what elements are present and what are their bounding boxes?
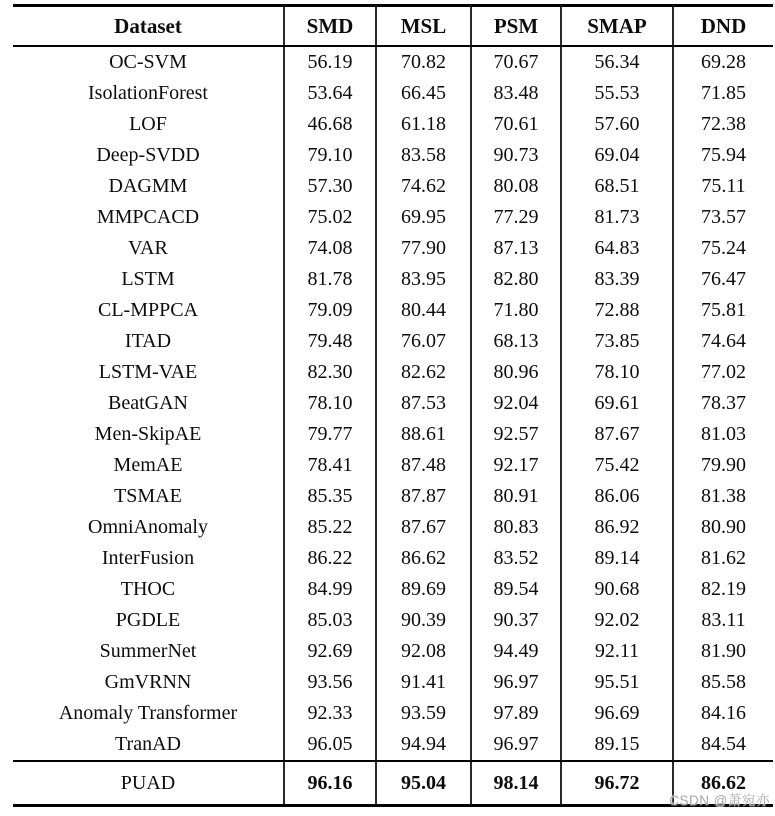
metric-value: 78.41 [283, 450, 375, 481]
metric-value: 93.56 [283, 667, 375, 698]
table-row [0, 357, 775, 388]
metric-value: 92.02 [560, 605, 672, 636]
metric-value: 81.90 [672, 636, 773, 667]
table-row [0, 78, 775, 109]
metric-value: 85.03 [283, 605, 375, 636]
metric-value: 76.07 [375, 326, 470, 357]
table-row [0, 605, 775, 636]
metric-value: 89.54 [470, 574, 560, 605]
metric-value: 71.80 [470, 295, 560, 326]
metric-value: 94.49 [470, 636, 560, 667]
metric-value: 70.67 [470, 47, 560, 78]
metric-value: 92.04 [470, 388, 560, 419]
metric-value: 87.13 [470, 233, 560, 264]
metric-value: 80.83 [470, 512, 560, 543]
metric-value: 81.62 [672, 543, 773, 574]
metric-value: 69.04 [560, 140, 672, 171]
metric-value: 89.14 [560, 543, 672, 574]
metric-value: 56.19 [283, 47, 375, 78]
metric-value: 83.52 [470, 543, 560, 574]
method-name: PUAD [120, 772, 176, 794]
metric-value: 92.17 [470, 450, 560, 481]
metric-value: 82.19 [672, 574, 773, 605]
metric-value: 86.62 [375, 543, 470, 574]
metric-value: 90.68 [560, 574, 672, 605]
metric-value: 68.51 [560, 171, 672, 202]
method-name: VAR [128, 237, 168, 259]
bottom-rule [13, 804, 773, 807]
method-name: Deep-SVDD [96, 144, 200, 166]
column-header-dnd: DND [672, 7, 773, 45]
metric-value: 80.08 [470, 171, 560, 202]
table-row [0, 543, 775, 574]
metric-value: 53.64 [283, 78, 375, 109]
metric-value: 77.29 [470, 202, 560, 233]
metric-value: 96.97 [470, 729, 560, 760]
metric-value: 79.09 [283, 295, 375, 326]
metric-value: 69.61 [560, 388, 672, 419]
metric-value: 83.48 [470, 78, 560, 109]
metric-value: 86.06 [560, 481, 672, 512]
table-row [0, 481, 775, 512]
metric-value: 55.53 [560, 78, 672, 109]
metric-value: 80.90 [672, 512, 773, 543]
metric-value: 92.57 [470, 419, 560, 450]
table-row [0, 326, 775, 357]
metric-value: 68.13 [470, 326, 560, 357]
method-name: BeatGAN [108, 392, 188, 414]
metric-value: 82.80 [470, 264, 560, 295]
method-name: OmniAnomaly [88, 516, 208, 538]
table-row [0, 140, 775, 171]
table-row [0, 419, 775, 450]
metric-value: 85.22 [283, 512, 375, 543]
metric-value: 77.02 [672, 357, 773, 388]
metric-value: 83.58 [375, 140, 470, 171]
metric-value: 81.78 [283, 264, 375, 295]
metric-value: 87.87 [375, 481, 470, 512]
metric-value: 87.48 [375, 450, 470, 481]
method-name: DAGMM [108, 175, 188, 197]
footer-row [0, 762, 775, 804]
metric-value: 66.45 [375, 78, 470, 109]
metric-value: 75.24 [672, 233, 773, 264]
method-name: InterFusion [101, 547, 195, 569]
metric-value: 98.14 [470, 762, 560, 804]
metric-value: 96.05 [283, 729, 375, 760]
metric-value: 75.11 [672, 171, 773, 202]
table-row [0, 388, 775, 419]
table-row [0, 729, 775, 760]
method-name: MemAE [113, 454, 183, 476]
metric-value: 96.69 [560, 698, 672, 729]
column-header-smd: SMD [283, 7, 375, 45]
table-row [0, 636, 775, 667]
metric-value: 82.62 [375, 357, 470, 388]
method-name: Anomaly Transformer [58, 702, 238, 724]
metric-value: 83.95 [375, 264, 470, 295]
metric-value: 75.81 [672, 295, 773, 326]
table-row [0, 574, 775, 605]
method-name: GmVRNN [104, 671, 192, 693]
metric-value: 73.57 [672, 202, 773, 233]
metric-value: 57.30 [283, 171, 375, 202]
metric-value: 97.89 [470, 698, 560, 729]
metric-value: 75.42 [560, 450, 672, 481]
metric-value: 56.34 [560, 47, 672, 78]
table-row [0, 512, 775, 543]
metric-value: 81.03 [672, 419, 773, 450]
table-row [0, 295, 775, 326]
metric-value: 90.73 [470, 140, 560, 171]
table-row [0, 264, 775, 295]
metric-value: 92.11 [560, 636, 672, 667]
method-name: Men-SkipAE [94, 423, 202, 445]
table-row [0, 233, 775, 264]
metric-value: 79.10 [283, 140, 375, 171]
method-name: ITAD [124, 330, 172, 352]
table-row [0, 109, 775, 140]
metric-value: 80.96 [470, 357, 560, 388]
method-name: PGDLE [115, 609, 181, 631]
column-header-dataset: Dataset [114, 14, 182, 38]
metric-value: 89.69 [375, 574, 470, 605]
table-row [0, 667, 775, 698]
metric-value: 70.61 [470, 109, 560, 140]
metric-value: 86.62 [672, 762, 773, 804]
metric-value: 79.48 [283, 326, 375, 357]
metric-value: 80.44 [375, 295, 470, 326]
method-name: LSTM [121, 268, 175, 290]
method-name: CL-MPPCA [97, 299, 199, 321]
metric-value: 78.10 [283, 388, 375, 419]
metric-value: 86.22 [283, 543, 375, 574]
metric-value: 92.08 [375, 636, 470, 667]
method-name: LSTM-VAE [98, 361, 198, 383]
metric-value: 87.53 [375, 388, 470, 419]
metric-value: 75.94 [672, 140, 773, 171]
table-row [0, 202, 775, 233]
metric-value: 74.08 [283, 233, 375, 264]
metric-value: 82.30 [283, 357, 375, 388]
metric-value: 95.04 [375, 762, 470, 804]
metric-value: 91.41 [375, 667, 470, 698]
metric-value: 69.95 [375, 202, 470, 233]
column-header-psm: PSM [470, 7, 560, 45]
metric-value: 71.85 [672, 78, 773, 109]
table-row [0, 450, 775, 481]
header-row [0, 7, 775, 45]
metric-value: 80.91 [470, 481, 560, 512]
metric-value: 81.73 [560, 202, 672, 233]
method-name: MMPCACD [96, 206, 200, 228]
method-name: THOC [120, 578, 176, 600]
metric-value: 94.94 [375, 729, 470, 760]
metric-value: 88.61 [375, 419, 470, 450]
metric-value: 84.16 [672, 698, 773, 729]
metric-value: 64.83 [560, 233, 672, 264]
metric-value: 96.97 [470, 667, 560, 698]
method-name: TranAD [115, 733, 181, 755]
method-name: IsolationForest [88, 82, 208, 104]
metric-value: 79.90 [672, 450, 773, 481]
column-header-msl: MSL [375, 7, 470, 45]
metric-value: 85.58 [672, 667, 773, 698]
table-row [0, 698, 775, 729]
method-name: OC-SVM [109, 51, 187, 73]
metric-value: 57.60 [560, 109, 672, 140]
metric-value: 96.16 [283, 762, 375, 804]
metric-value: 69.28 [672, 47, 773, 78]
metric-value: 83.11 [672, 605, 773, 636]
method-name: TSMAE [114, 485, 182, 507]
metric-value: 78.37 [672, 388, 773, 419]
metric-value: 84.99 [283, 574, 375, 605]
metric-value: 84.54 [672, 729, 773, 760]
metric-value: 74.64 [672, 326, 773, 357]
metric-value: 76.47 [672, 264, 773, 295]
metric-value: 96.72 [560, 762, 672, 804]
metric-value: 90.39 [375, 605, 470, 636]
metric-value: 75.02 [283, 202, 375, 233]
metric-value: 85.35 [283, 481, 375, 512]
metric-value: 86.92 [560, 512, 672, 543]
table-row [0, 47, 775, 78]
metric-value: 72.88 [560, 295, 672, 326]
metric-value: 92.69 [283, 636, 375, 667]
metric-value: 73.85 [560, 326, 672, 357]
metric-value: 90.37 [470, 605, 560, 636]
metric-value: 77.90 [375, 233, 470, 264]
metric-value: 93.59 [375, 698, 470, 729]
metric-value: 61.18 [375, 109, 470, 140]
metric-value: 70.82 [375, 47, 470, 78]
metric-value: 72.38 [672, 109, 773, 140]
method-name: SummerNet [99, 640, 197, 662]
column-header-smap: SMAP [560, 7, 672, 45]
metric-value: 74.62 [375, 171, 470, 202]
results-table [0, 4, 775, 807]
metric-value: 78.10 [560, 357, 672, 388]
metric-value: 95.51 [560, 667, 672, 698]
metric-value: 87.67 [375, 512, 470, 543]
metric-value: 81.38 [672, 481, 773, 512]
metric-value: 79.77 [283, 419, 375, 450]
method-name: LOF [129, 113, 167, 135]
metric-value: 89.15 [560, 729, 672, 760]
metric-value: 46.68 [283, 109, 375, 140]
table-body [0, 47, 775, 760]
metric-value: 87.67 [560, 419, 672, 450]
table-row [0, 171, 775, 202]
csdn-watermark: CSDN @萧宛亦 [669, 793, 770, 808]
metric-value: 83.39 [560, 264, 672, 295]
metric-value: 92.33 [283, 698, 375, 729]
